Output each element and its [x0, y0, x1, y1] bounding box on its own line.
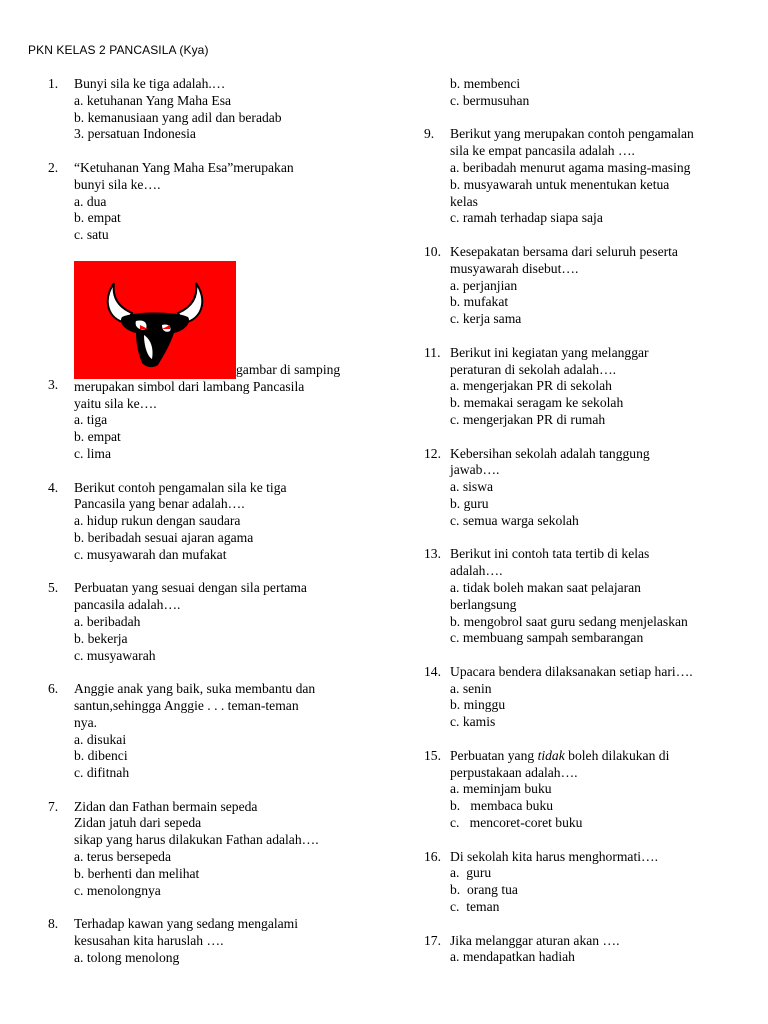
question-12 — [424, 446, 744, 530]
question-text: Berikut yang merupakan contoh pengamalan — [450, 126, 694, 142]
question-text: Anggie anak yang baik, suka membantu dan — [74, 681, 316, 697]
question-text: pancasila adalah…. — [74, 597, 181, 613]
question-number: 13. — [424, 546, 441, 562]
question-number: 3. — [48, 376, 59, 392]
question-text: sikap yang harus dilakukan Fathan adalah…. — [74, 832, 319, 848]
question-text: nya. — [74, 714, 98, 730]
option-a: a. meminjam buku — [450, 781, 552, 797]
option-b: b. guru — [450, 495, 489, 511]
question-text: musyawarah disebut…. — [450, 260, 579, 276]
question-2 — [48, 160, 378, 244]
question-text: Berikut contoh pengamalan sila ke tiga — [74, 479, 287, 495]
question-3 — [48, 261, 378, 463]
option-c: c. musyawarah — [74, 647, 156, 663]
option-a: a. mengerjakan PR di sekolah — [450, 378, 612, 394]
question-text: adalah…. — [450, 563, 503, 579]
question-text: Di sekolah kita harus menghormati…. — [450, 848, 659, 864]
question-text: Terhadap kawan yang sedang mengalami — [74, 916, 299, 932]
option-b: b. empat — [74, 429, 121, 445]
option-c: c. kamis — [450, 714, 496, 730]
option-b: b. kemanusiaan yang adil dan beradab — [74, 109, 282, 125]
option-a: a. tidak boleh makan saat pelajaran — [450, 579, 641, 595]
option-a: a. beribadah — [74, 613, 141, 629]
question-7 — [48, 799, 378, 900]
option-c: c. musyawarah dan mufakat — [74, 546, 227, 562]
question-number: 6. — [48, 681, 59, 697]
question-text: santun,sehingga Anggie . . . teman-teman — [74, 697, 299, 713]
question-number: 12. — [424, 445, 441, 461]
option-a: a. guru — [450, 865, 492, 881]
question-8-continued — [424, 76, 744, 110]
question-13 — [424, 546, 744, 647]
question-5 — [48, 580, 378, 664]
question-number: 10. — [424, 243, 441, 259]
question-number: 14. — [424, 663, 441, 679]
question-number: 15. — [424, 747, 441, 763]
option-b: b. minggu — [450, 697, 506, 713]
option-a: berlangsung — [450, 596, 517, 612]
option-a: a. perjanjian — [450, 277, 518, 293]
question-number: 9. — [424, 126, 435, 142]
question-text: jawab…. — [450, 462, 500, 478]
question-text: “Ketuhanan Yang Maha Esa”merupakan — [74, 159, 294, 175]
option-b: b. musyawarah untuk menentukan ketua — [450, 176, 670, 192]
right-column — [424, 76, 744, 983]
option-b: b. berhenti dan melihat — [74, 865, 200, 881]
question-text: merupakan simbol dari lambang Pancasila — [74, 378, 305, 394]
option-a: a. siswa — [450, 479, 494, 495]
question-number: 7. — [48, 798, 59, 814]
question-15 — [424, 748, 744, 832]
option-a: a. tiga — [74, 412, 108, 428]
question-17 — [424, 933, 744, 967]
option-a: a. beribadah menurut agama masing-masing — [450, 159, 691, 175]
option-c: c. membuang sampah sembarangan — [450, 630, 644, 646]
option-a: a. ketuhanan Yang Maha Esa — [74, 92, 232, 108]
question-text: Perbuatan yang tidak boleh dilakukan di — [450, 747, 670, 763]
option-a: a. terus bersepeda — [74, 849, 171, 865]
option-a: a. mendapatkan hadiah — [450, 949, 575, 965]
option-b: kelas — [450, 193, 478, 209]
question-text: Zidan dan Fathan bermain sepeda — [74, 798, 258, 814]
question-number: 4. — [48, 479, 59, 495]
option-b: b. membaca buku — [450, 798, 554, 814]
question-text: Bunyi sila ke tiga adalah.… — [74, 76, 226, 91]
question-text: kesusahan kita haruslah …. — [74, 933, 224, 949]
question-4 — [48, 480, 378, 564]
question-text: Kebersihan sekolah adalah tanggung — [450, 445, 650, 461]
option-c: c. lima — [74, 445, 111, 461]
question-text: Perbuatan yang sesuai dengan sila pertama — [74, 580, 307, 596]
question-6 — [48, 681, 378, 782]
option-a: a. hidup rukun dengan saudara — [74, 513, 241, 529]
option-a: a. tolong menolong — [74, 949, 180, 965]
question-text: Upacara bendera dilaksanakan setiap hari…. — [450, 663, 693, 679]
question-number: 11. — [424, 344, 441, 360]
option-c: c. menolongnya — [74, 882, 161, 898]
question-number: 17. — [424, 932, 441, 948]
question-text: Pancasila yang benar adalah…. — [74, 496, 245, 512]
option-a: a. disukai — [74, 731, 127, 747]
question-number: 16. — [424, 848, 441, 864]
option-c: c. satu — [74, 227, 109, 243]
option-b: b. memakai seragam ke sekolah — [450, 395, 624, 411]
question-text: yaitu sila ke…. — [74, 395, 157, 411]
option-a: a. dua — [74, 193, 107, 209]
option-c: c. ramah terhadap siapa saja — [450, 210, 603, 226]
question-number: 5. — [48, 580, 59, 596]
option-b: b. mufakat — [450, 294, 509, 310]
question-9 — [424, 126, 744, 227]
question-1 — [48, 76, 378, 143]
option-c: c. semua warga sekolah — [450, 512, 579, 528]
option-b: b. empat — [74, 210, 121, 226]
left-column — [48, 76, 378, 983]
question-16 — [424, 849, 744, 916]
question-number: 8. — [48, 916, 59, 932]
option-b: b. bekerja — [74, 630, 128, 646]
option-b: b. dibenci — [74, 748, 128, 764]
question-14 — [424, 664, 744, 731]
option-c: 3. persatuan Indonesia — [74, 126, 196, 142]
question-text: perpustakaan adalah…. — [450, 764, 578, 780]
option-c: c. difitnah — [74, 765, 130, 781]
bull-head-emblem — [74, 261, 236, 379]
question-8 — [48, 916, 378, 966]
option-c: c. teman — [450, 899, 500, 915]
option-c: c. kerja sama — [450, 311, 522, 327]
question-text: bunyi sila ke…. — [74, 176, 161, 192]
question-text: Jika melanggar aturan akan …. — [450, 932, 620, 948]
option-c: c. bermusuhan — [450, 92, 530, 108]
question-11 — [424, 345, 744, 429]
italic-emphasis: tidak — [537, 747, 565, 763]
option-a: a. senin — [450, 680, 492, 696]
question-text: sila ke empat pancasila adalah …. — [450, 143, 635, 159]
question-text: Kesepakatan bersama dari seluruh peserta — [450, 243, 678, 259]
question-text: Berikut ini kegiatan yang melanggar — [450, 344, 649, 360]
question-text: gambar di samping — [236, 361, 341, 377]
question-text: Berikut ini contoh tata tertib di kelas — [450, 546, 650, 562]
option-b: b. orang tua — [450, 882, 518, 898]
option-b: b. mengobrol saat guru sedang menjelaskan — [450, 613, 688, 629]
option-b: b. membenci — [450, 76, 521, 91]
question-text: Zidan jatuh dari sepeda — [74, 815, 202, 831]
question-10 — [424, 244, 744, 328]
option-c: c. mengerjakan PR di rumah — [450, 411, 606, 427]
option-c: c. mencoret-coret buku — [450, 815, 583, 831]
question-number: 1. — [48, 76, 59, 91]
question-text: peraturan di sekolah adalah…. — [450, 361, 617, 377]
option-b: b. beribadah sesuai ajaran agama — [74, 529, 254, 545]
page-header: PKN KELAS 2 PANCASILA (Kya) — [28, 43, 209, 57]
question-number: 2. — [48, 159, 59, 175]
